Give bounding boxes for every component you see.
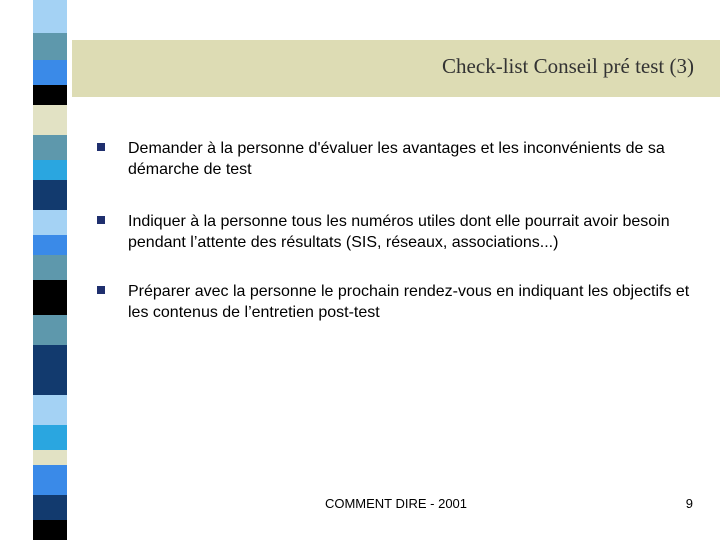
title-band	[72, 40, 720, 97]
square-bullet-icon	[97, 143, 105, 151]
footer-text: COMMENT DIRE - 2001	[324, 496, 468, 511]
color-strip-block	[33, 465, 67, 495]
color-strip-block	[33, 395, 67, 425]
color-strip-block	[33, 345, 67, 395]
decorative-color-strip	[33, 0, 67, 540]
color-strip-block	[33, 33, 67, 60]
color-strip-block	[33, 105, 67, 135]
color-strip-block	[33, 315, 67, 345]
bullet-text: Préparer avec la personne le prochain rendez-vous en indiquant les objectifs et les contenus de l’entretien post-test	[128, 283, 690, 321]
color-strip-block	[33, 160, 67, 180]
color-strip-block	[33, 0, 67, 33]
color-strip-block	[33, 180, 67, 210]
square-bullet-icon	[97, 216, 105, 224]
bullet-text: Indiquer à la personne tous les numéros utiles dont elle pourrait avoir besoin pendant l’attente des résultats (SIS, réseaux, associations...)	[128, 213, 670, 251]
color-strip-block	[33, 520, 67, 540]
color-strip-block	[33, 60, 67, 85]
page-number: 9	[685, 496, 693, 511]
color-strip-block	[33, 425, 67, 450]
color-strip-block	[33, 210, 67, 235]
color-strip-block	[33, 85, 67, 105]
color-strip-block	[33, 280, 67, 315]
color-strip-block	[33, 495, 67, 520]
slide-title: Check-list Conseil pré test (3)	[442, 54, 694, 78]
color-strip-block	[33, 135, 67, 160]
bullet-text: Demander à la personne d'évaluer les avantages et les inconvénients de sa démarche de test	[128, 140, 665, 178]
color-strip-block	[33, 235, 67, 255]
color-strip-block	[33, 450, 67, 465]
square-bullet-icon	[97, 286, 105, 294]
color-strip-block	[33, 255, 67, 280]
